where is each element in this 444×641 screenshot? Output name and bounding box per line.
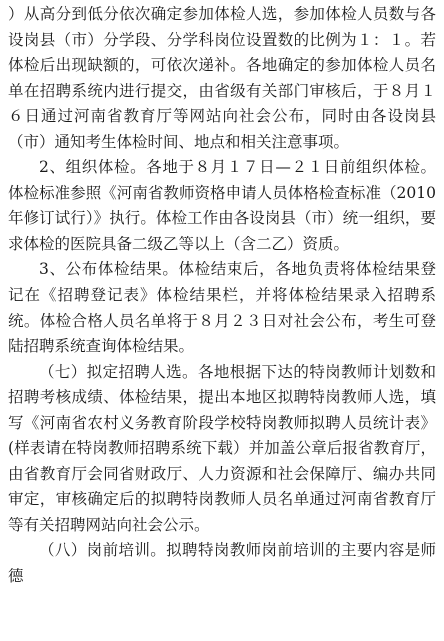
paragraph-proposed-candidates: （七）拟定招聘人选。各地根据下达的特岗教师计划数和招聘考核成绩、体检结果，提出本地区拟聘特岗教师人选，填写《河南省农村义务教育阶段学校特岗教师拟聘人员统计表》(样表请在特岗教师招聘系统下载）并加盖公章后报省教育厅，由省教育厅会同省财政厅、人力资源和社会保障厅、编办共同审定，审核确定后的拟聘特岗教师人员名单通过河南省教育厅等有关招聘网站向社会公示。 <box>8 362 436 534</box>
paragraph-pre-job-training: （八）岗前培训。拟聘特岗教师岗前培训的主要内容是师德 <box>8 541 436 586</box>
paragraph-physical-exam-selection: ）从高分到低分依次确定参加体检人选，参加体检人员数与各设岗县（市）分学段、分学科岗位设置数的比例为１：１。若体检后出现缺额的，可依次递补。各地确定的参加体检人员名单在招聘系统内进行提交，由省级有关部门审核后，于８月１６日通过河南省教育厅等网站向社会公布，同时由各设岗县（市）通知考生体检时间、地点和相关注意事项。 <box>8 5 436 151</box>
paragraph-publish-results: 3、公布体检结果。体检结束后，各地负责将体检结果登记在《招聘登记表》体检结果栏，并将体检结果录入招聘系统。体检合格人员名单将于８月２３日对社会公布，考生可登陆招聘系统查询体检结果。 <box>8 260 436 356</box>
paragraph-organize-exam: 2、组织体检。各地于８月１７日—２１日前组织体检。体检标准参照《河南省教师资格申请人员体格检查标准（2010年修订试行）》执行。体检工作由各设岗县（市）统一组织，要求体检的医院具备二级乙等以上（含二乙）资质。 <box>8 158 436 253</box>
